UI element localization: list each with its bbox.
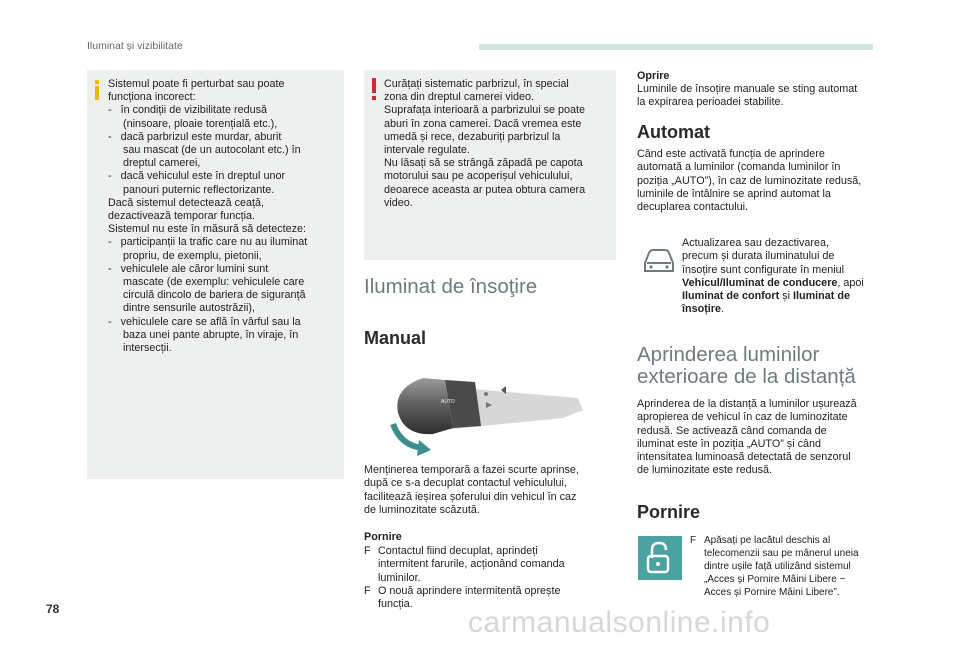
bullet-icon: F [364,584,371,597]
open-padlock-icon [638,536,682,580]
automat-text: Când este activată funcția de aprindere automată a luminilor (comanda luminilor în poziția „AUTO”), în caz de luminozitate redusă, luminile de întâlnire se aprind automat la decuplarea contactului. [637,148,862,214]
section-heading-distanta: Aprinderea luminilor exterioare de la distanță [637,343,856,388]
subheading-pornire: Pornire [637,502,701,522]
note-and: și [779,290,793,303]
insotire-description: Menținerea temporară a fazei scurte aprinse, după ce s-a decuplat contactul vehiculului, facilitează ieșirea șoferului din vehicul în caz de luminozitate scăzută. [364,464,579,516]
section-heading-iluminat-insotire: Iluminat de însoţire [364,275,538,298]
stalk-auto-label: AUTO [441,399,455,405]
info-icon [92,80,102,100]
lighting-stalk-illustration [383,368,583,458]
settings-note [682,237,892,317]
pornire-list [364,545,614,611]
info-panel-text: Sistemul poate fi perturbat sau poate funcționa incorect: - în condiții de vizibilitate redusă (ninsoare, ploaie torențială etc.), - dacă parbrizul este murdar, aburit sau mascat (de un autocolant etc.) în dreptul camerei, - dacă vehiculul este în dreptul unor panouri puternic reflectorizante. Dacă sistemul detectează ceață, dezactivează temporar funcția. Sistemul nu este în măsură să detecteze: - participanții la trafic care nu au iluminat propriu, de exemplu, pietonii, - vehiculele ale căror lumini sunt mascate (de exemplu: vehiculele care circulă dincolo de bariera de siguranță dintre sensurile autostrăzii), - vehiculele care se află în vârful sau la baza unei pante abrupte, în viraje, în intersecții. [108,78,308,355]
header-accent-bar [479,44,873,50]
note-intro: Actualizarea sau dezactivarea, precum și durata iluminatului de însoțire sunt configurate în meniul [682,237,845,276]
unlock-icon-box [638,536,682,580]
pornire-remote-text: Apăsați pe lacătul deschis al telecomenzii sau pe mânerul uneia dintre ușile față utilizând sistemul „Acces și Pornire Mâini Libere ~ Acces și Pornire Mâini Libere”. [704,535,859,598]
page-number: 78 [46,602,60,616]
subheading-automat: Automat [637,122,710,142]
watermark: carmanualsonline.info [468,606,771,639]
note-mid: , apoi [837,276,864,289]
car-settings-icon [641,245,677,275]
pornire-label: Pornire [364,531,402,543]
oprire-text: Luminile de însoțire manuale se sting automat la expirarea perioadei stabilite. [637,83,858,109]
bullet-icon: F [690,535,697,546]
note-option-insotire: Iluminat de însoțire [682,290,850,316]
subheading-manual: Manual [364,328,427,348]
bullet-icon: F [364,545,371,557]
section-title: Iluminat și vizibilitate [87,40,183,52]
note-menu-path: Vehicul/Iluminat de conducere [682,276,838,289]
list-item [364,545,614,585]
warning-icon [369,78,379,100]
pornire-remote-item [690,534,905,599]
pornire-item-1: Contactul fiind decuplat, aprindeți intermitent farurile, acționând comanda luminilor. [378,545,565,584]
note-option-confort: Iluminat de confort [682,290,780,303]
pornire-item-2: O nouă aprindere intermitentă oprește funcția. [378,584,561,611]
note-end: . [721,303,724,316]
distanta-text: Aprinderea de la distanță a luminilor ușurează apropierea de vehicul în caz de luminozitate redusă. Se activează când comanda de iluminat este în poziția „AUTO” și când intensitatea luminoasă detectată de senzorul de luminozitate este redusă. [637,398,857,477]
oprire-label: Oprire [637,70,670,82]
warning-panel-text: Curățați sistematic parbrizul, în special zona din dreptul camerei video. Suprafața interioară a parbrizului se poate aburi în zona camerei. Dacă vremea este umedă și rece, dezaburiți parbrizul la intervale regulate. Nu lăsați să se strângă zăpadă pe capota motorului sau pe acoperișul vehiculului, deoarece aceasta ar putea obtura camera video. [384,78,586,209]
